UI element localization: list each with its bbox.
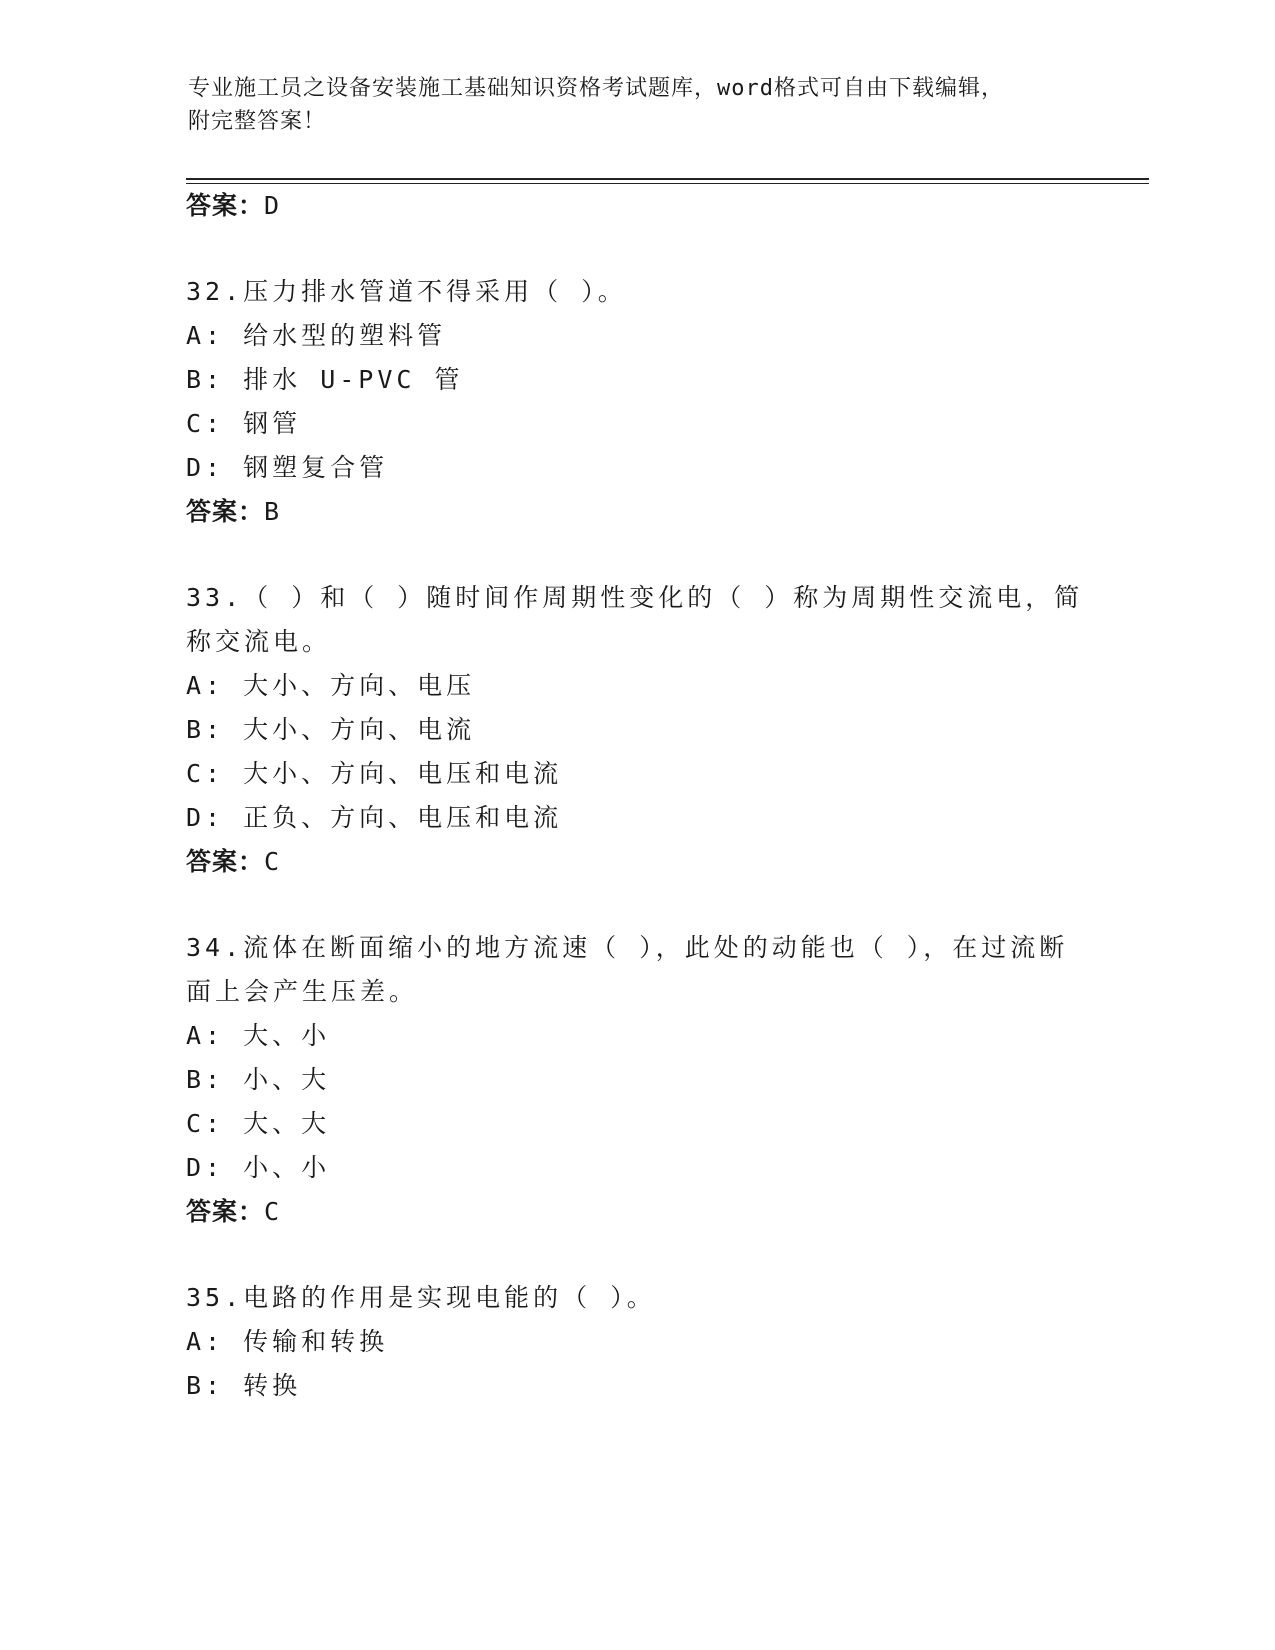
answer-line — [186, 186, 280, 222]
question-stem: 34.流体在断面缩小的地方流速（ ），此处的动能也（ ），在过流断 — [186, 933, 1069, 962]
answer-label: 答案： — [186, 191, 265, 220]
option-a: A: 传输和转换 — [186, 1327, 389, 1356]
option-d: D: 小、小 — [186, 1153, 331, 1182]
option-b: B: 小、大 — [186, 1065, 331, 1094]
option-a: A: 大、小 — [186, 1021, 331, 1050]
answer-value: B — [264, 497, 281, 526]
option-d: D: 正负、方向、电压和电流 — [186, 803, 563, 832]
answer-value: D — [264, 191, 281, 220]
answer-line — [186, 492, 280, 528]
option-d: D: 钢塑复合管 — [186, 453, 389, 482]
answer-label: 答案： — [186, 847, 265, 876]
answer-value: C — [264, 1197, 281, 1226]
option-c: C: 钢管 — [186, 409, 302, 438]
question-stem: 32.压力排水管道不得采用（ ）。 — [186, 277, 627, 306]
answer-line — [186, 842, 280, 878]
option-a: A: 给水型的塑料管 — [186, 321, 447, 350]
answer-line — [186, 1192, 280, 1228]
option-b: B: 排水 U-PVC 管 — [186, 365, 464, 394]
answer-label: 答案： — [186, 497, 265, 526]
question-stem: 33.（ ）和（ ）随时间作周期性变化的（ ）称为周期性交流电，简 — [186, 583, 1084, 612]
option-c: C: 大小、方向、电压和电流 — [186, 759, 563, 788]
document-header: 专业施工员之设备安装施工基础知识资格考试题库，word格式可自由下载编辑， 附完整答案！ — [188, 76, 1004, 134]
option-c: C: 大、大 — [186, 1109, 331, 1138]
header-divider — [186, 178, 1149, 184]
question-stem-continued: 面上会产生压差。 — [186, 977, 419, 1006]
option-b: B: 转换 — [186, 1371, 302, 1400]
answer-value: C — [264, 847, 281, 876]
option-b: B: 大小、方向、电流 — [186, 715, 476, 744]
answer-label: 答案： — [186, 1197, 265, 1226]
question-stem: 35.电路的作用是实现电能的（ ）。 — [186, 1283, 656, 1312]
question-stem-continued: 称交流电。 — [186, 627, 332, 656]
option-a: A: 大小、方向、电压 — [186, 671, 476, 700]
